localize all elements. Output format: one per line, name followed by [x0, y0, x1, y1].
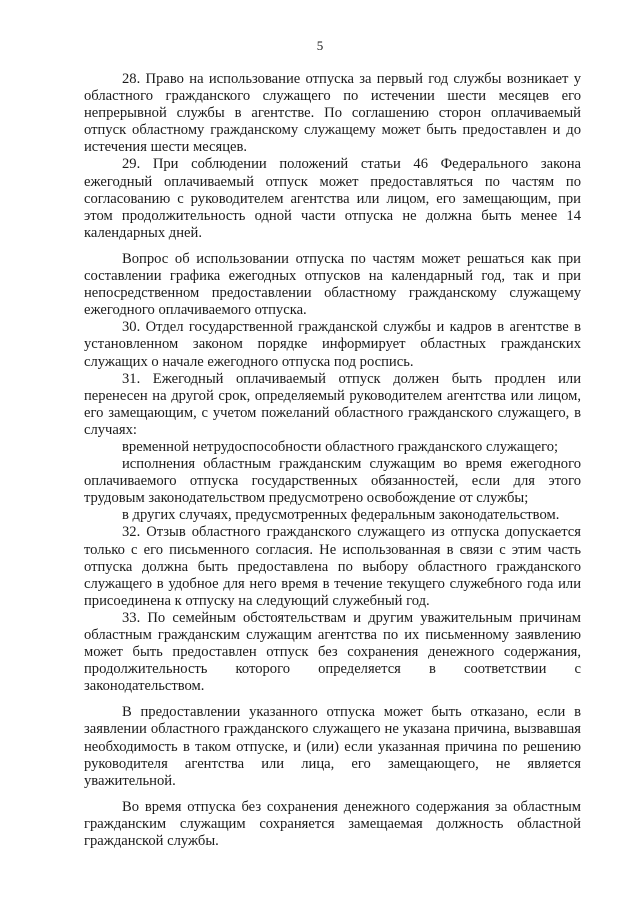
paragraph-30: 30. Отдел государственной гражданской службы и кадров в агентстве в установленном законом порядке информирует областных гражданских служащих о начале ежегодного отпуска под роспись.: [84, 319, 581, 370]
paragraph-33-refusal: В предоставлении указанного отпуска может быть отказано, если в заявлении областного гражданского служащего не указана причина, вызвавшая необходимость в таком отпуске, и (или) если указанная причина по решению руководителя агентства или лица, его замещающего, не является уважительной.: [84, 704, 581, 789]
document-body: [84, 71, 581, 850]
paragraph-32: 32. Отзыв областного гражданского служащего из отпуска допускается только с его письменного согласия. Не использованная в связи с этим часть отпуска должна быть предоставлена по выбору областного гражданского служащего в удобное для него время в течение текущего служебного года или присоединена к отпуску на следующий служебный год.: [84, 524, 581, 609]
paragraph-31-case-2: исполнения областным гражданским служащим во время ежегодного оплачиваемого отпуска государственных обязанностей, если для этого трудовым законодательством предусмотрено освобождение от службы;: [84, 456, 581, 507]
paragraph-29-parts: Вопрос об использовании отпуска по частям может решаться как при составлении графика ежегодных отпусков на календарный год, так и при непосредственном предоставлении областному гражданскому служащему ежегодного оплачиваемого отпуска.: [84, 250, 581, 319]
paragraph-29: 29. При соблюдении положений статьи 46 Федерального закона ежегодный оплачиваемый отпуск может предоставляться по частям по согласованию с руководителем агентства или лицом, его замещающим, при этом продолжительность одной части отпуска не должна быть менее 14 календарных дней.: [84, 156, 581, 241]
paragraph-33-position: Во время отпуска без сохранения денежного содержания за областным гражданским служащим сохраняется замещаемая должность областной гражданской службы.: [84, 798, 581, 850]
paragraph-33: 33. По семейным обстоятельствам и другим уважительным причинам областным гражданским служащим агентства по их письменному заявлению может быть предоставлен отпуск без сохранения денежного содержания, продолжительность которого определяется в соответствии с законодательством.: [84, 609, 581, 695]
paragraph-31: 31. Ежегодный оплачиваемый отпуск должен быть продлен или перенесен на другой срок, определяемый руководителем агентства или лицом, его замещающим, с учетом пожеланий областного гражданского служащего, в случаях:: [84, 370, 581, 438]
paragraph-28: 28. Право на использование отпуска за первый год службы возникает у областного гражданского служащего по истечении шести месяцев его непрерывной службы в агентстве. По соглашению сторон оплачиваемый отпуск областному гражданскому служащему может быть предоставлен и до истечения шести месяцев.: [84, 71, 581, 156]
paragraph-31-case-1: временной нетрудоспособности областного гражданского служащего;: [122, 438, 559, 455]
paragraph-31-case-3: в других случаях, предусмотренных федеральным законодательством.: [122, 507, 560, 524]
page-number: 5: [316, 38, 324, 53]
